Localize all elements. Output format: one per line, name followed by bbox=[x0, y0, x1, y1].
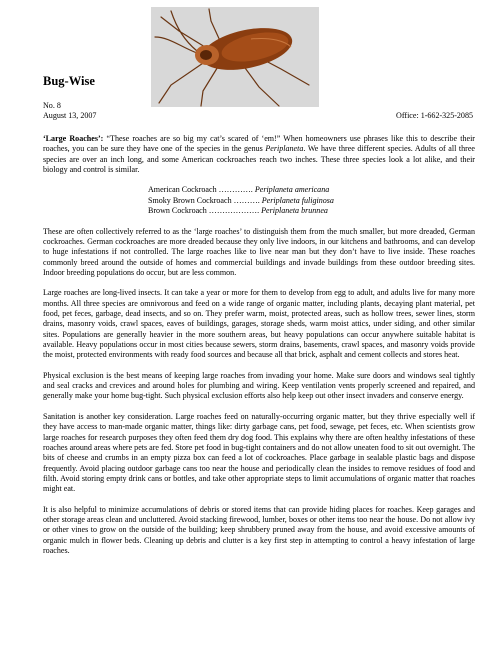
intro-genus: Periplaneta bbox=[265, 144, 304, 154]
issue-number: No. 8 bbox=[43, 101, 61, 110]
species-latin-name: Periplaneta fuliginosa bbox=[261, 195, 334, 205]
body-paragraph: These are often collectively referred to as the ‘large roaches’ to distinguish them from the much smaller, but more dreaded, German cockroaches. German cockroaches are more dreaded because they only live indoors, in our kitchens and bathrooms, and can develop to huge infestations if not controlled. The large roaches like to live near man but they don’t have to live inside. These roaches commonly breed around the outside of homes and commercial buildings and invade buildings from these outdoor breeding sites. Indoor breeding populations do occur, but are less common. bbox=[43, 226, 475, 277]
issue-info bbox=[43, 101, 96, 121]
species-common-name: American Cockroach …………. bbox=[148, 185, 255, 195]
species-latin-name: Periplaneta americana bbox=[254, 185, 330, 195]
species-item bbox=[148, 206, 475, 216]
species-latin-name: Periplaneta brunnea bbox=[261, 206, 328, 216]
species-item bbox=[148, 185, 475, 195]
species-list bbox=[148, 185, 475, 216]
intro-text-2: . We have three different species. Adults of all three species are over an inch long, and some American cockroaches reach two inches. These three species look a lot alike, and their biology and control is similar. bbox=[43, 144, 475, 174]
intro-paragraph bbox=[43, 134, 475, 175]
office-phone: Office: 1-662-325-2085 bbox=[396, 111, 473, 120]
cockroach-photo bbox=[151, 7, 319, 107]
species-common-name: Brown Cockroach ………………. bbox=[148, 206, 262, 216]
body-paragraph: Physical exclusion is the best means of keeping large roaches from invading your home. Make sure doors and windows seal tightly and seal cracks and crevices and around holes for plumbing and wiring. Keep ventilation vents properly screened and repaired, and generally make your home bug-tight. Such physical exclusion efforts also help keep out other insect invaders and conserve energy. bbox=[43, 370, 475, 401]
issue-date: August 13, 2007 bbox=[43, 111, 97, 121]
cockroach-image bbox=[151, 7, 319, 107]
species-item bbox=[148, 196, 475, 206]
species-common-name: Smoky Brown Cockroach ………. bbox=[148, 195, 262, 205]
intro-lead: ‘Large Roaches’: bbox=[43, 134, 107, 143]
body-paragraph: Sanitation is another key consideration. Large roaches feed on naturally-occurring organic matter, but they thrive especially well if they have access to man-made organic matter, things like: dirty garbage cans, pet food, sewage, pet feces, etc. When scientists grow large roaches for research purposes they often feed them dry dog food. This explains why there are often healthy infestations of these roaches around areas where pets are fed. Store pet food in bug-tight containers and do not allow uneaten food to sit out overnight. The bits of cheese and crumbs in an empty pizza box can feed a lot of cockroaches. Place garbage in sealable plastic bags and dispose frequently. Avoid placing outdoor garbage cans too near the house and periodically clean the insides to remove residues of food and filth. Avoid storing empty drink cans or bottles, and take other appropriate steps to limit accumulations of organic matter that roaches might eat. bbox=[43, 412, 475, 494]
newsletter-title: Bug-Wise bbox=[43, 74, 95, 88]
body-paragraph: Large roaches are long-lived insects. It can take a year or more for them to develop from egg to adult, and adults live for many more months. All three species are omnivorous and feed on a wide range of organic matter, including plants, decaying plant material, pet food, pet feces, garbage, dead insects, and so on. They prefer warm, moist, protected areas, such as hollow trees, sewer lines, storm drains, masonry voids, crawl spaces, eaves of buildings, garages, storage sheds, warm moist attics, under siding, and other similar sites. Populations are generally heavier in the more southern areas, but heavy populations can occur anywhere suitable habitat is available. Heavy populations occur in most cities because sewers, storm drains, basements, crawl spaces, and masonry voids provide the moist, protected environments with ready food sources and because all that brick, asphalt and cement collects and stores heat. bbox=[43, 288, 475, 360]
body-paragraph: It is also helpful to minimize accumulations of debris or stored items that can provide hiding places for roaches. Keep garages and other storage areas clean and uncluttered. Avoid stacking firewood, lumber, boxes or other items too near the house. Do not allow ivy or other vines to grow on the outside of the building; keep shrubbery pruned away from the house, and avoid excessive amounts of organic mulch in flower beds. Cleaning up debris and clutter is a key first step in attempting to control a heavy infestation of large roaches. bbox=[43, 504, 475, 555]
article-body bbox=[43, 134, 475, 566]
intro-text-1: “These roaches are so big my cat’s scared of ‘em!” When homeowners use phrases like this to describe their roaches, you can be sure they have one of the species in the genus bbox=[43, 134, 475, 154]
